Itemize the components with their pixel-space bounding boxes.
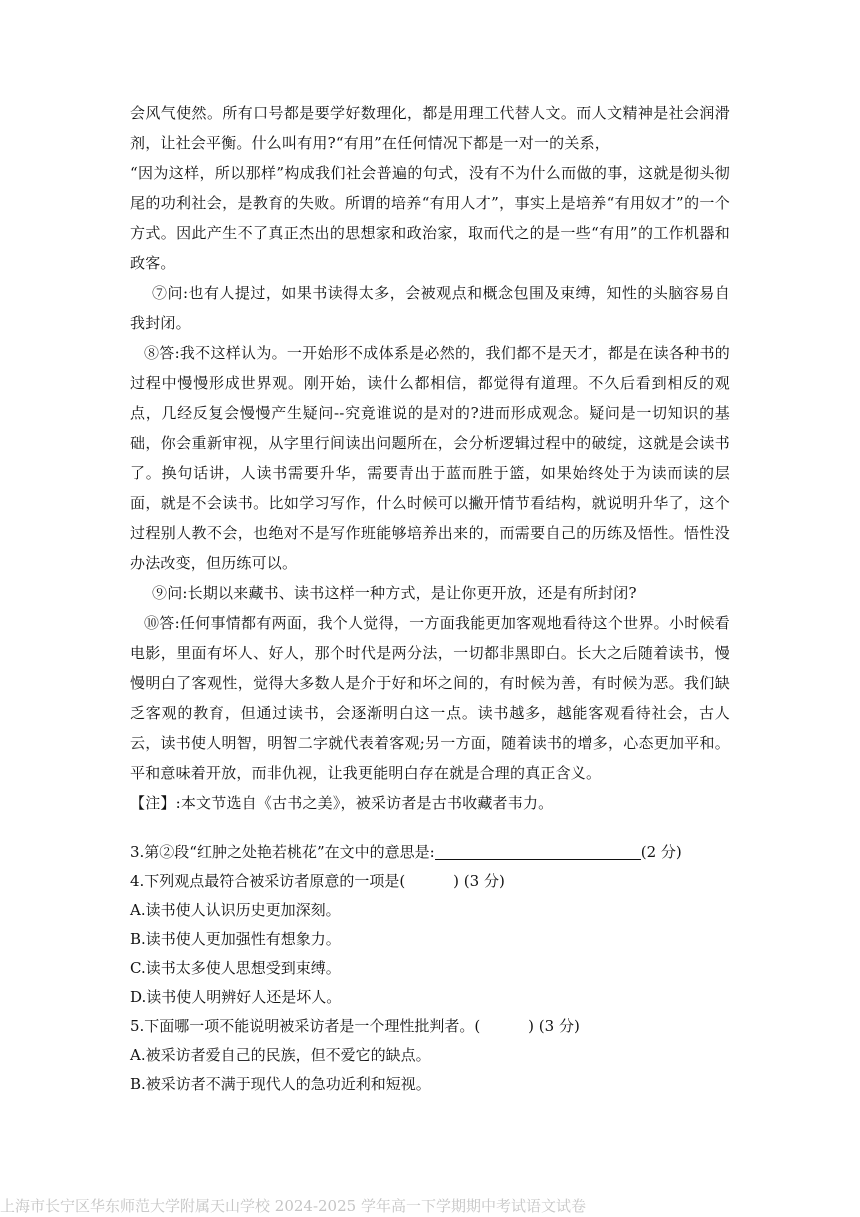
source-note: 【注】:本文节选自《古书之美》，被采访者是古书收藏者韦力。: [130, 794, 554, 812]
option-a: A.被采访者爱自己的民族，但不爱它的缺点。: [130, 1046, 431, 1064]
option-a: A.读书使人认识历史更加深刻。: [130, 901, 341, 919]
article-body: [130, 98, 730, 818]
question-4-text: 4.下列观点最符合被采访者原意的一项是(: [130, 872, 406, 890]
option-c: C.读书太多使人思想受到束缚。: [130, 959, 341, 977]
paragraph-answer-8: ⑧答:我不这样认为。一开始形不成体系是必然的，我们都不是天才，都是在读各种书的过程中慢慢形成世界观。刚开始，读什么都相信，都觉得有道理。不久后看到相反的观点，几经反复会慢慢产生疑问--究竟谁说的是对的?进而形成观念。疑问是一切知识的基础，你会重新审视，从字里行间读出问题所在，会分析逻辑过程中的破绽，这就是会读书了。换句话讲，人读书需要升华，需要青出于蓝而胜于篮，如果始终处于为读而读的层面，就是不会读书。比如学习写作，什么时候可以撇开情节看结构，就说明升华了，这个过程别人教不会，也绝对不是写作班能够培养出来的，而需要自己的历练及悟性。悟性没办法改变，但历练可以。: [130, 344, 730, 572]
paragraph-continued: 会风气使然。所有口号都是要学好数理化，都是用理工代替人文。而人文精神是社会润滑剂，让社会平衡。什么叫有用?“有用”在任何情况下都是一对一的关系，: [130, 104, 730, 152]
question-3-text: 3.第②段“红肿之处艳若桃花”在文中的意思是:: [130, 843, 435, 861]
paragraph-question-9: ⑨问:长期以来藏书、读书这样一种方式，是让你更开放，还是有所封闭?: [152, 584, 637, 602]
question-3-score: (2 分): [640, 843, 682, 861]
question-4-score: ) (3 分): [453, 872, 505, 890]
option-d: D.读书使人明辨好人还是坏人。: [130, 988, 342, 1006]
paragraph-utilitarian-society: “因为这样，所以那样”构成我们社会普遍的句式，没有不为什么而做的事，这就是彻头彻尾的功利社会，是教育的失败。所谓的培养“有用人才”，事实上是培养“有用奴才”的一个方式。因此产生不了真正杰出的思想家和政治家，取而代之的是一些“有用”的工作机器和政客。: [130, 164, 730, 272]
question-4: [130, 867, 730, 896]
question-5-text: 5.下面哪一项不能说明被采访者是一个理性批判者。(: [130, 1017, 481, 1035]
paragraph-answer-10: ⑩答:任何事情都有两面，我个人觉得，一方面我能更加客观地看待这个世界。小时候看电影，里面有坏人、好人，那个时代是两分法，一切都非黑即白。长大之后随着读书，慢慢明白了客观性，觉得大多数人是介于好和坏之间的，有时候为善，有时候为恶。我们缺乏客观的教育，但通过读书，会逐渐明白这一点。读书越多，越能客观看待社会，古人云，读书使人明智，明智二字就代表着客观;另一方面，随着读书的增多，心态更加平和。平和意味着开放，而非仇视，让我更能明白存在就是合理的真正含义。: [130, 614, 730, 782]
option-b: B.被采访者不满于现代人的急功近利和短视。: [130, 1075, 431, 1093]
question-5-score: ) (3 分): [528, 1017, 580, 1035]
option-b: B.读书使人更加强性有想象力。: [130, 930, 341, 948]
question-3: [130, 838, 730, 867]
answer-blank[interactable]: [435, 843, 641, 860]
question-5: [130, 1012, 730, 1041]
questions-section: [130, 838, 730, 1099]
page-footer: 上海市长宁区华东师范大学附属天山学校 2024-2025 学年高一下学期期中考试语文试卷: [0, 1197, 586, 1215]
paragraph-question-7: ⑦问:也有人提过，如果书读得太多，会被观点和概念包围及束缚，知性的头脑容易自我封闭。: [130, 284, 730, 332]
